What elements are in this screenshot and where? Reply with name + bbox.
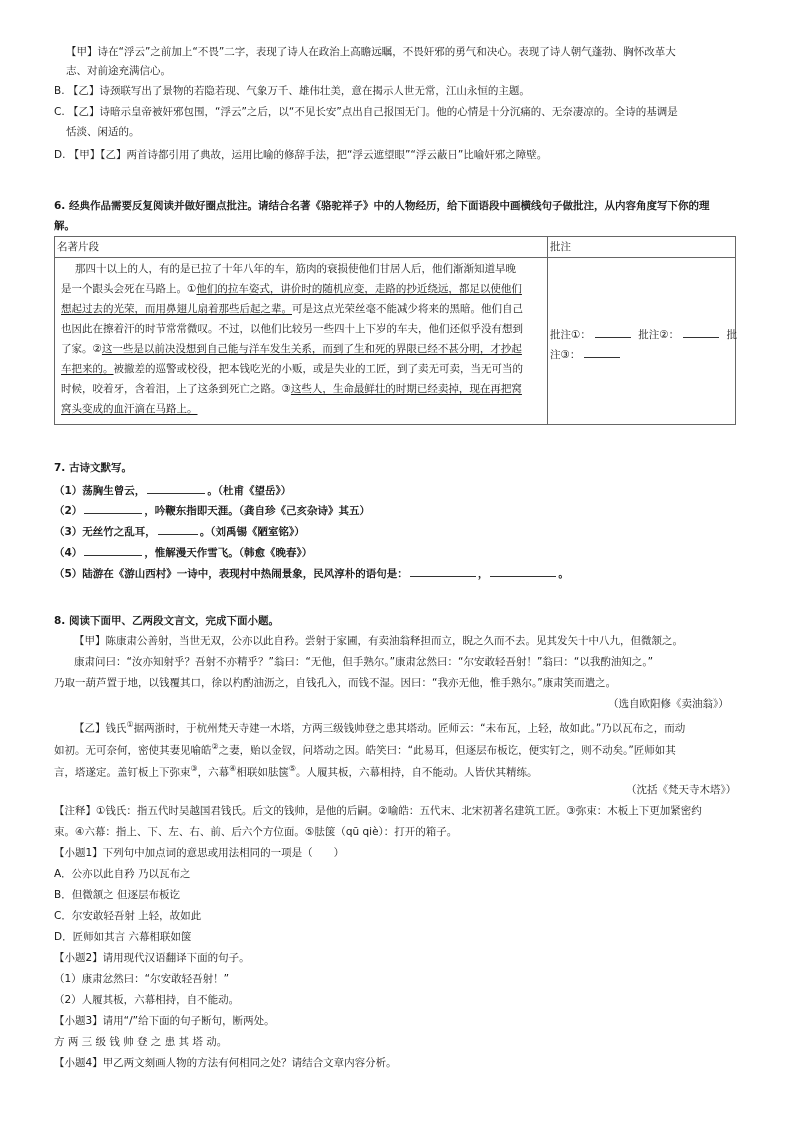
passage-b-line: 如初。无可奈何，密使其妻见喻皓②之妻，贻以金钗，问塔动之因。皓笑曰：“此易耳，但逐层布板讫，便实钉之，则不动矣。”匠师如其 <box>54 742 676 757</box>
subq3-sentence: 方 两 三 级 钱 帅 登 之 患 其 塔 动。 <box>54 1036 228 1048</box>
q7-item5: （5）陆游在《游山西村》一诗中，表现村中热闹景象，民风淳朴的语句是： ， 。 <box>54 565 569 581</box>
passage-b-source: （沈括《梵天寺木塔》） <box>626 784 737 796</box>
table-header-annotation: 批注 <box>548 237 736 258</box>
option-c-line2: 恬淡、闲适的。 <box>66 126 140 138</box>
subq4-prompt: 【小题4】甲乙两文刻画人物的方法有何相同之处？请结合文章内容分析。 <box>54 1057 397 1069</box>
subq3-prompt: 【小题3】请用“/”给下面的句子断句，断两处。 <box>54 1015 275 1027</box>
annotation-cell[interactable]: 批注①： 批注②： 批 注③： <box>548 258 736 425</box>
option-a-line1: 【甲】诗在“浮云”之前加上“不畏”二字，表现了诗人在政治上高瞻远瞩，不畏奸邪的勇气和决心。表现了诗人朝气蓬勃、胸怀改革大 <box>66 46 676 58</box>
excerpt-line: 也因此在擦着汗的时节常常微叹。不过，以他们比较另一些四十上下岁的车夫，他们还似乎没有想到 <box>61 323 523 335</box>
q8-title: 8. 阅读下面甲、乙两段文言文，完成下面小题。 <box>54 615 279 627</box>
notes-line1: 【注释】①钱氏：指五代时吴越国君钱氏。后文的钱帅，是他的后嗣。②喻皓：五代末、北宋初著名建筑工匠。③弥束：木板上下更加紧密约 <box>54 805 702 817</box>
subq1-option-b[interactable]: B．但微颔之 但逐层布板讫 <box>54 889 181 901</box>
note-1-blank[interactable] <box>595 326 631 338</box>
q7-blank3[interactable] <box>158 523 198 535</box>
q7-item2: （2） ，吟鞭东指即天涯。（龚自珍《己亥杂诗》其五） <box>54 502 370 518</box>
option-c-line1: C. 【乙】诗暗示皇帝被奸邪包围，“浮云”之后，以“不见长安”点出自己报国无门。他的心情是十分沉痛的、无奈凄凉的。全诗的基调是 <box>54 106 678 118</box>
passage-b-line: 言，塔遂定。盖钉板上下弥束③，六幕④相联如胠箧⑤。人履其板，六幕相持，自不能动。人皆伏其精练。 <box>54 764 538 779</box>
passage-a-line: 【甲】陈康肃公善射，当世无双，公亦以此自矜。尝射于家圃，有卖油翁释担而立，睨之久而不去。见其发矢十中八九，但微颔之。 <box>74 635 683 647</box>
excerpt-line: 车把来的。被撤差的巡警或校役，把本钱吃光的小贩，或是失业的工匠，到了卖无可卖，当无可当的 <box>61 363 523 375</box>
q7-item1: （1）荡胸生曾云， 。（杜甫《望岳》） <box>54 482 291 498</box>
q6-title-line2: 解。 <box>54 220 75 232</box>
note-2-label: 批注②： <box>638 329 680 341</box>
excerpt-line: 是一个跟头会死在马路上。①他们的拉车姿式，讲价时的随机应变，走路的抄近绕远，都足以使他们 <box>61 283 522 295</box>
q7-blank1[interactable] <box>147 482 205 494</box>
subq1-option-a[interactable]: A．公亦以此自矜 乃以瓦布之 <box>54 868 191 880</box>
note-3-blank[interactable] <box>584 346 620 358</box>
excerpt-line: 了家。②这一些是以前决没想到自己能与洋车发生关系，而到了生和死的界限已经不甚分明，才抄起 <box>61 343 522 355</box>
passage-a-line: 乃取一葫芦置于地，以钱覆其口，徐以杓酌油沥之，自钱孔入，而钱不湿。因曰：“我亦无他，惟手熟尔。”康肃笑而遣之。 <box>54 677 617 689</box>
annotation-table <box>54 236 736 425</box>
note-1-label: 批注①： <box>550 329 591 341</box>
note-2-blank[interactable] <box>683 326 719 338</box>
subq2-prompt: 【小题2】请用现代汉语翻译下面的句子。 <box>54 952 250 964</box>
q7-blank5[interactable] <box>410 565 476 577</box>
q7-blank6[interactable] <box>490 565 556 577</box>
subq2-item1: （1）康肃忿然曰：“尔安敢轻吾射！” <box>54 973 230 985</box>
q7-title: 7. 古诗文默写。 <box>54 462 132 474</box>
q6-title-line1: 6. 经典作品需要反复阅读并做好圈点批注。请结合名著《骆驼祥子》中的人物经历，给下面语段中画横线句子做批注，从内容角度写下你的理 <box>54 200 710 212</box>
subq1-option-d[interactable]: D．匠师如其言 六幕相联如箧 <box>54 931 192 943</box>
q7-blank4[interactable] <box>84 544 142 556</box>
excerpt-line: 时候，咬着牙，含着泪，上了这条到死亡之路。③这些人，生命最鲜壮的时期已经卖掉，现在再把窝 <box>61 383 522 395</box>
option-d: D. 【甲】【乙】两首诗都引用了典故，运用比喻的修辞手法，把“浮云遮望眼”“浮云蔽日”比喻奸邪之障壁。 <box>54 149 548 161</box>
option-b: B. 【乙】诗颈联写出了景物的若隐若现、气象万千、雄伟壮美，意在揭示人世无常，江山永恒的主题。 <box>54 85 530 97</box>
notes-line2: 束。④六幕：指上、下、左、右、前、后六个方位面。⑤胠箧（qū qiè）：打开的箱子。 <box>54 826 458 838</box>
passage-b-line: 【乙】钱氏①据两浙时，于杭州梵天寺建一木塔，方两三级钱帅登之患其塔动。匠师云：“未布瓦，上轻，故如此。”乃以瓦布之，而动 <box>74 720 686 735</box>
passage-a-source: （选自欧阳修《卖油翁》） <box>608 698 729 710</box>
subq1-option-c[interactable]: C．尔安敢轻吾射 上轻，故如此 <box>54 910 202 922</box>
table-header-excerpt: 名著片段 <box>55 237 548 258</box>
subq1-prompt: 【小题1】下列句中加点词的意思或用法相同的一项是（ ） <box>54 847 345 859</box>
option-a-line2: 志、对前途充满信心。 <box>66 65 171 77</box>
excerpt-cell <box>55 258 548 425</box>
q7-item4: （4） ，惟解漫天作雪飞。（韩愈《晚春》） <box>54 544 312 560</box>
passage-a-line: 康肃问曰：“汝亦知射乎？吾射不亦精乎？”翁曰：“无他，但手熟尔。”康肃忿然曰：“尔安敢轻吾射！”翁曰：“以我酌油知之。” <box>74 656 654 668</box>
q7-blank2[interactable] <box>84 502 142 514</box>
subq2-item2: （2）人履其板，六幕相持，自不能动。 <box>54 994 240 1006</box>
excerpt-line: 想起过去的光荣，而用鼻翅儿扇着那些后起之辈。可是这点光荣丝毫不能减少将来的黑暗。他们自己 <box>61 303 523 315</box>
excerpt-line: 窝头变成的血汗滴在马路上。 <box>61 403 198 415</box>
q7-item3: （3）无丝竹之乱耳， 。（刘禹锡《陋室铭》） <box>54 523 305 539</box>
excerpt-line: 那四十以上的人，有的是已拉了十年八年的车，筋肉的衰损使他们甘居人后，他们渐渐知道早晚 <box>75 263 516 275</box>
note-3-label: 注③： <box>550 349 581 361</box>
